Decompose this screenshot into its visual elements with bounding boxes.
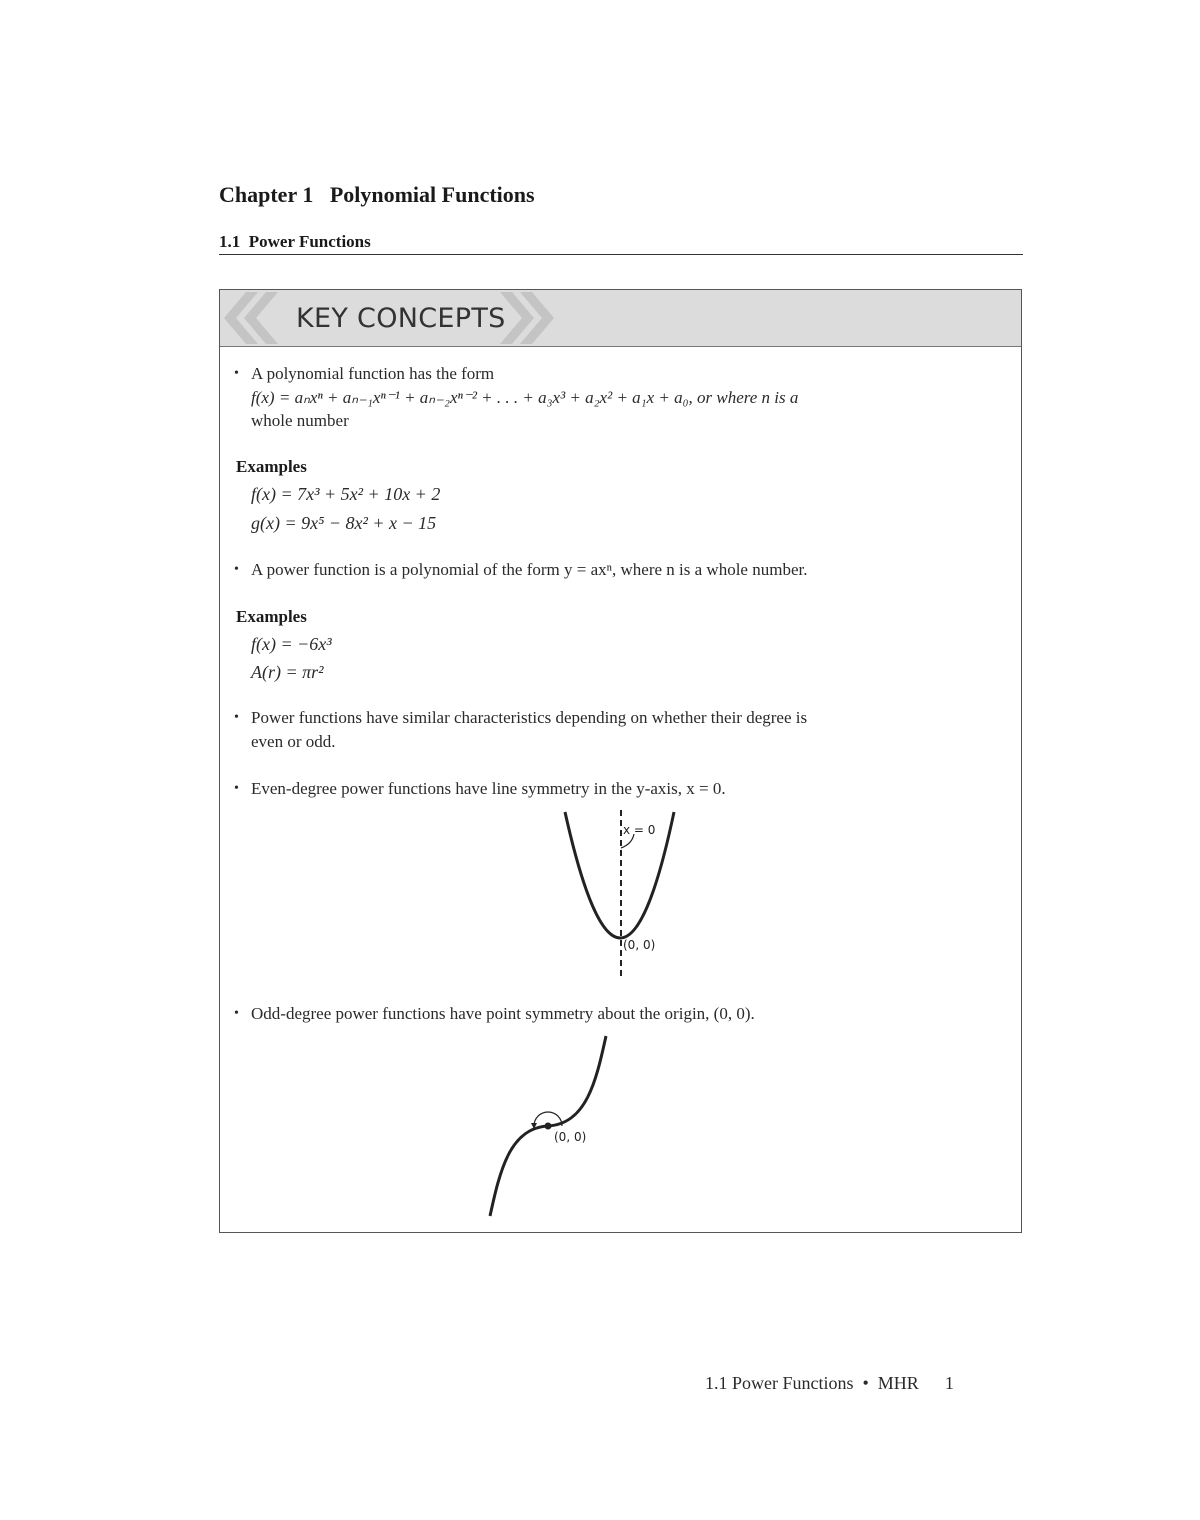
examples-heading: Examples — [236, 607, 307, 626]
parabola-curve — [565, 812, 674, 938]
key-concepts-header — [220, 290, 1021, 347]
example-power-fx: f(x) = −6x³ — [251, 634, 332, 654]
chapter-title: Chapter 1 Polynomial Functions — [219, 182, 535, 207]
bullet-icon: • — [234, 366, 239, 381]
page-number: 1 — [944, 1373, 954, 1393]
bullet3-line1: Power functions have similar characteristics depending on whether their degree is — [251, 708, 808, 727]
bullet5-text: Odd-degree power functions have point symmetry about the origin, (0, 0). — [251, 1004, 755, 1023]
bullet-icon: • — [234, 1006, 239, 1021]
bullet2-text: A power function is a polynomial of the form y = axⁿ, where n is a whole number. — [251, 560, 808, 579]
bullet4-text: Even-degree power functions have line symmetry in the y-axis, x = 0. — [251, 779, 726, 798]
bullet1-line3: whole number — [251, 411, 349, 430]
origin-label: (0, 0) — [554, 1130, 587, 1144]
origin-point — [545, 1123, 552, 1130]
section-divider — [219, 254, 1023, 255]
section-title: 1.1 Power Functions — [219, 232, 371, 251]
bullet3-line2: even or odd. — [251, 732, 336, 751]
vertex-label: (0, 0) — [623, 938, 656, 952]
key-concepts-title: KEY CONCEPTS — [296, 303, 506, 334]
bullet-icon: • — [234, 562, 239, 577]
examples-heading: Examples — [236, 457, 307, 476]
page-footer — [705, 1373, 954, 1394]
bullet1-line1: A polynomial function has the form — [251, 364, 495, 383]
bullet-icon: • — [234, 710, 239, 725]
footer-text: 1.1 Power Functions • MHR — [705, 1373, 919, 1393]
bullet-icon: • — [234, 781, 239, 796]
example-gx: g(x) = 9x⁵ − 8x² + x − 15 — [251, 513, 437, 533]
axis-label: x = 0 — [623, 823, 656, 837]
example-area-circle: A(r) = πr² — [251, 662, 324, 682]
polynomial-general-form: f(x) = aₙxⁿ + aₙ₋₁xⁿ⁻¹ + aₙ₋₂xⁿ⁻² + . . . + a₃x³ + a₂x² + a₁x + a₀, or where n is a — [251, 388, 799, 407]
odd-degree-graph — [470, 1030, 630, 1225]
even-degree-graph — [540, 800, 700, 990]
example-fx: f(x) = 7x³ + 5x² + 10x + 2 — [251, 484, 441, 504]
